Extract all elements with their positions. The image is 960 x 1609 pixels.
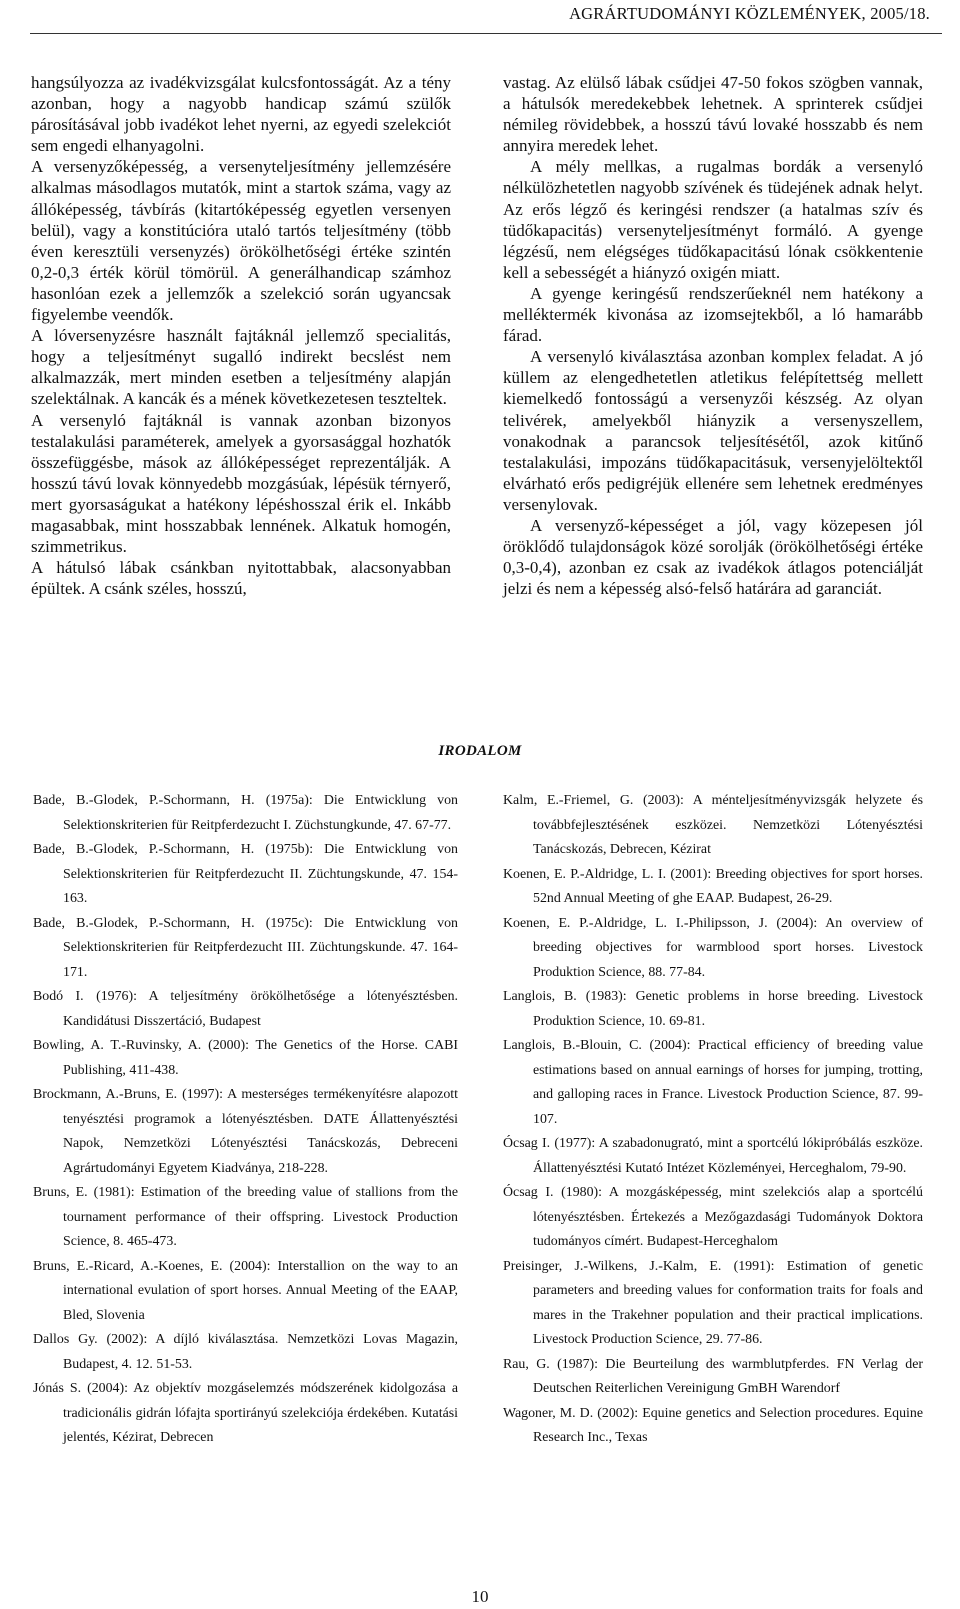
header-rule [30, 33, 942, 34]
reference-entry: Koenen, E. P.-Aldridge, L. I. (2001): Breeding objectives for sport horses. 52nd Annual Meeting of ghe EAAP. Budapest, 26-29. [503, 866, 923, 906]
references-column-right [503, 789, 923, 1451]
paragraph: A hátulsó lábak csánkban nyitottabbak, alacsonyabban épültek. A csánk széles, hosszú, [31, 558, 451, 599]
reference-entry: Dallos Gy. (2002): A díjló kiválasztása. Nemzetközi Lovas Magazin, Budapest, 4. 12. 51-53. [33, 1332, 458, 1372]
reference-entry: Bade, B.-Glodek, P.-Schormann, H. (1975a): Die Entwicklung von Selektionskriterien für Reitpferdezucht I. Züchstungkunde, 47. 67-77. [33, 793, 458, 833]
reference-entry: Bruns, E. (1981): Estimation of the breeding value of stallions from the tournament performance of their offspring. Livestock Production Science, 8. 465-473. [33, 1185, 458, 1249]
paragraph: A versenyló kiválasztása azonban komplex feladat. A jó küllem az elengedhetetlen atletikus felépítettség mellett kiemelkedő fontosságú a versenyzői készség. Az olyan telivérek, amelyekből hiányzik a versenyszellem, vonakodnak a parancsok teljesítésétől, azok kitűnő testalakulási, impozáns tüdőkapacitásuk, versenyjelöltektől elvárható erős pedigréjük ellenére sem lehetnek eredményes versenylovak. [503, 347, 923, 514]
reference-entry: Bodó I. (1976): A teljesítmény örökölhetősége a lótenyésztésben. Kandidátusi Disszertáció, Budapest [33, 989, 458, 1029]
reference-entry: Jónás S. (2004): Az objektív mozgáselemzés módszerének kidolgozása a tradicionális gidrán lófajta sportirányú szelekciója érdekében. Kutatási jelentés, Kézirat, Debrecen [33, 1381, 458, 1445]
reference-entry: Wagoner, M. D. (2002): Equine genetics and Selection procedures. Equine Research Inc., Texas [503, 1405, 923, 1445]
paragraph: vastag. Az elülső lábak csűdjei 47-50 fokos szögben vannak, a hátulsók meredekebbek lehetnek. A sprinterek csűdjei némileg rövidebbek, a hosszú távú lovaké hosszabb és nem annyira meredek lehet. [503, 73, 923, 156]
reference-entry: Langlois, B.-Blouin, C. (2004): Practical efficiency of breeding value estimations based on annual earnings of horses for jumping, trotting, and galloping races in France. Livestock Production Science, 87. 99-107. [503, 1038, 923, 1127]
reference-entry: Brockmann, A.-Bruns, E. (1997): A mesterséges termékenyítésre alapozott tenyésztési programok a lótenyésztésben. DATE Állattenyésztési Napok, Nemzetközi Lótenyésztési Tanácskozás, Debreceni Agrártudományi Egyetem Kiadványa, 218-228. [33, 1087, 458, 1176]
reference-entry: Langlois, B. (1983): Genetic problems in horse breeding. Livestock Produktion Science, 10. 69-81. [503, 989, 923, 1029]
references-column-left [33, 789, 458, 1451]
reference-entry: Ócsag I. (1977): A szabadonugrató, mint a sportcélú lókipróbálás eszköze. Állattenyésztési Kutató Intézet Közleményei, Herceghalom, 79-90. [503, 1136, 923, 1176]
paragraph: A lóversenyzésre használt fajtáknál jellemző specialitás, hogy a teljesítményt sugalló indirekt becslést nem alkalmazzák, mert minden esetben a teljesítmény alapján szelektálnak. A kancák és a mének következetesen teszteltek. [31, 326, 451, 409]
paragraph: A versenyló fajtáknál is vannak azonban bizonyos testalakulási paraméterek, amelyek a gyorsasággal hozhatók összefüggésbe, mások az állóképességet reprezentálják. A hosszú távú lovak könnyedebb mozgásúak, lépésük térnyerő, mert gyorsaságukat a hatékony lépéshosszal érik el. Inkább magasabbak, mint hosszabbak lennének. Alkatuk homogén, szimmetrikus. [31, 410, 451, 557]
paragraph: A mély mellkas, a rugalmas bordák a versenyló nélkülözhetetlen nagyobb szívének és tüdejének adnak helyt. Az erős légző és keringési rendszer (a hatalmas szív és tüdőkapacitás) versenyteljesítményt formáló. A gyenge légzésű, nem elégséges tüdőkapacitású lónak csökkentenie kell a sebességét a hiányzó oxigén miatt. [503, 157, 923, 282]
reference-entry: Rau, G. (1987): Die Beurteilung des warmblutpferdes. FN Verlag der Deutschen Reiterlichen Vereinigung GmBH Warendorf [503, 1356, 923, 1396]
paragraph: A versenyzőképesség, a versenyteljesítmény jellemzésére alkalmas másodlagos mutatók, mint a startok száma, vagy az állóképesség, távbírás (kitartóképesség egyetlen versenyen belül), vagy a konstitúcióra utaló tartós teljesítmény (több éven keresztüli versenyzés) örökölhetőségi értéke szintén 0,2-0,3 érték körül tömörül. A generálhandicap számhoz hasonlóan ezek a jellemzők a szelekció során ugyancsak figyelembe veendők. [31, 157, 451, 325]
reference-entry: Preisinger, J.-Wilkens, J.-Kalm, E. (1991): Estimation of genetic parameters and breeding values for conformation traits for foals and mares in the Trakehner population and their practical implications. Livestock Production Science, 29. 77-86. [503, 1258, 923, 1347]
body-column-left [31, 72, 451, 599]
references-heading: IRODALOM [438, 743, 522, 759]
reference-entry: Bowling, A. T.-Ruvinsky, A. (2000): The Genetics of the Horse. CABI Publishing, 411-438. [33, 1038, 458, 1078]
reference-entry: Bade, B.-Glodek, P.-Schormann, H. (1975c): Die Entwicklung von Selektionskriterien für Reitpferdezucht III. Züchtungskunde. 47. 164-171. [33, 915, 458, 980]
reference-entry: Bade, B.-Glodek, P.-Schormann, H. (1975b): Die Entwicklung von Selektionskriterien für Reitpferdezucht II. Züchtungskunde, 47. 154-163. [33, 842, 458, 906]
running-header: AGRÁRTUDOMÁNYI KÖZLEMÉNYEK, 2005/18. [569, 4, 930, 23]
paragraph: A gyenge keringésű rendszerűeknél nem hatékony a melléktermék kivonása az izomsejtekből, a ló hamarább fárad. [503, 283, 923, 346]
reference-entry: Ócsag I. (1980): A mozgásképesség, mint szelekciós alap a sportcélú lótenyésztésben. Értekezés a Mezőgazdasági Tudományok Doktora tudományos címért. Budapest-Herceghalom [503, 1185, 923, 1249]
page-number: 10 [471, 1587, 489, 1606]
paragraph: hangsúlyozza az ivadékvizsgálat kulcsfontosságát. Az a tény azonban, hogy a nagyobb handicap számú szülők párosításával jobb ivadékot lehet nyerni, az egyedi szelekciót sem engedi elhanyagolni. [31, 73, 451, 156]
paragraph: A versenyző-képességet a jól, vagy közepesen jól öröklődő tulajdonságok közé sorolják (örökölhetőségi értéke 0,3-0,4), azonban ez csak az ivadékok átlagos potenciálját jelzi és nem a képesség alsó-felső határára ad garanciát. [503, 515, 923, 599]
reference-entry: Kalm, E.-Friemel, G. (2003): A ménteljesítményvizsgák helyzete és továbbfejlesztésének eszközei. Nemzetközi Lótenyésztési Tanácskozás, Debrecen, Kézirat [503, 793, 923, 857]
reference-entry: Koenen, E. P.-Aldridge, L. I.-Philipsson, J. (2004): An overview of breeding objectives for warmblood sport horses. Livestock Produktion Science, 88. 77-84. [503, 915, 923, 980]
reference-entry: Bruns, E.-Ricard, A.-Koenes, E. (2004): Interstallion on the way to an international evulation of sport horses. Annual Meeting of the EAAP, Bled, Slovenia [33, 1258, 458, 1323]
body-column-right [503, 72, 923, 599]
